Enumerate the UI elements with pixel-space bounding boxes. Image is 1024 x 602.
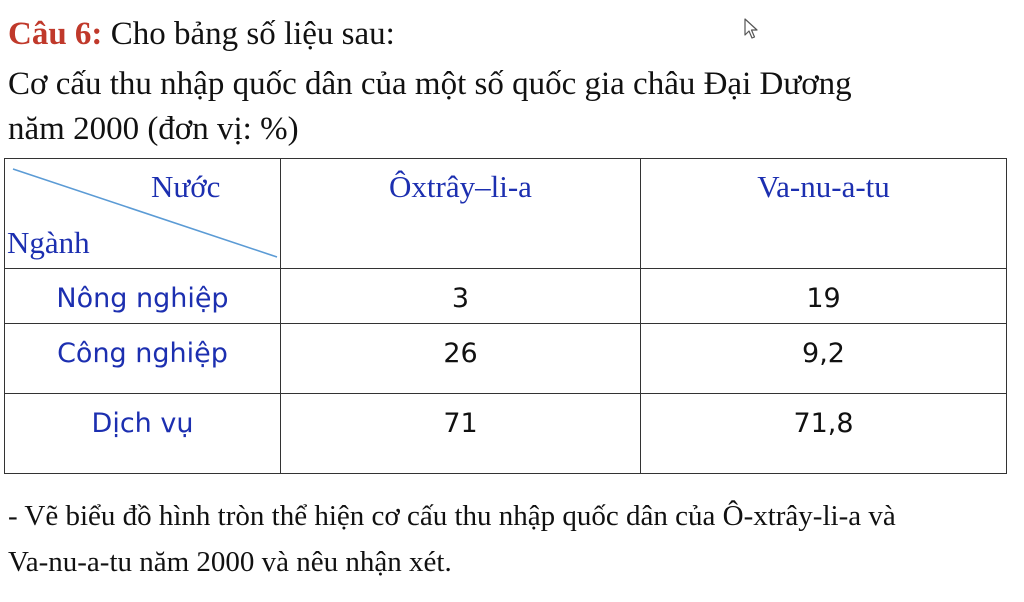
table-corner-cell (5, 159, 281, 269)
header-sector-label: Ngành (7, 225, 90, 260)
table-title-line2: năm 2000 (đơn vị: %) (8, 111, 299, 147)
question-heading (8, 14, 395, 54)
mouse-pointer-icon (744, 18, 760, 40)
cell-value: 71,8 (641, 394, 1007, 474)
cell-value: 71 (281, 394, 641, 474)
income-structure-table (4, 158, 1007, 474)
row-label-industry: Công nghiệp (5, 324, 281, 394)
task-line2: Va-nu-a-tu năm 2000 và nêu nhận xét. (8, 546, 452, 578)
table-row (5, 324, 1007, 394)
row-label-services: Dịch vụ (5, 394, 281, 474)
table-header-row (5, 159, 1007, 269)
cell-value: 9,2 (641, 324, 1007, 394)
task-line1: - Vẽ biểu đồ hình tròn thể hiện cơ cấu thu nhập quốc dân của Ô-xtrây-li-a và (8, 500, 896, 532)
cell-value: 19 (641, 269, 1007, 324)
cell-value: 3 (281, 269, 641, 324)
table-row (5, 269, 1007, 324)
column-header-vanuatu: Va-nu-a-tu (641, 159, 1007, 269)
row-label-agriculture: Nông nghiệp (5, 269, 281, 324)
column-header-australia: Ôxtrây–li-a (281, 159, 641, 269)
question-label: Câu 6: (8, 16, 103, 52)
table-title-line1: Cơ cấu thu nhập quốc dân của một số quốc gia châu Đại Dương (8, 66, 852, 102)
header-country-label: Nước (151, 169, 221, 204)
cell-value: 26 (281, 324, 641, 394)
question-intro: Cho bảng số liệu sau: (102, 16, 395, 52)
table-row (5, 394, 1007, 474)
